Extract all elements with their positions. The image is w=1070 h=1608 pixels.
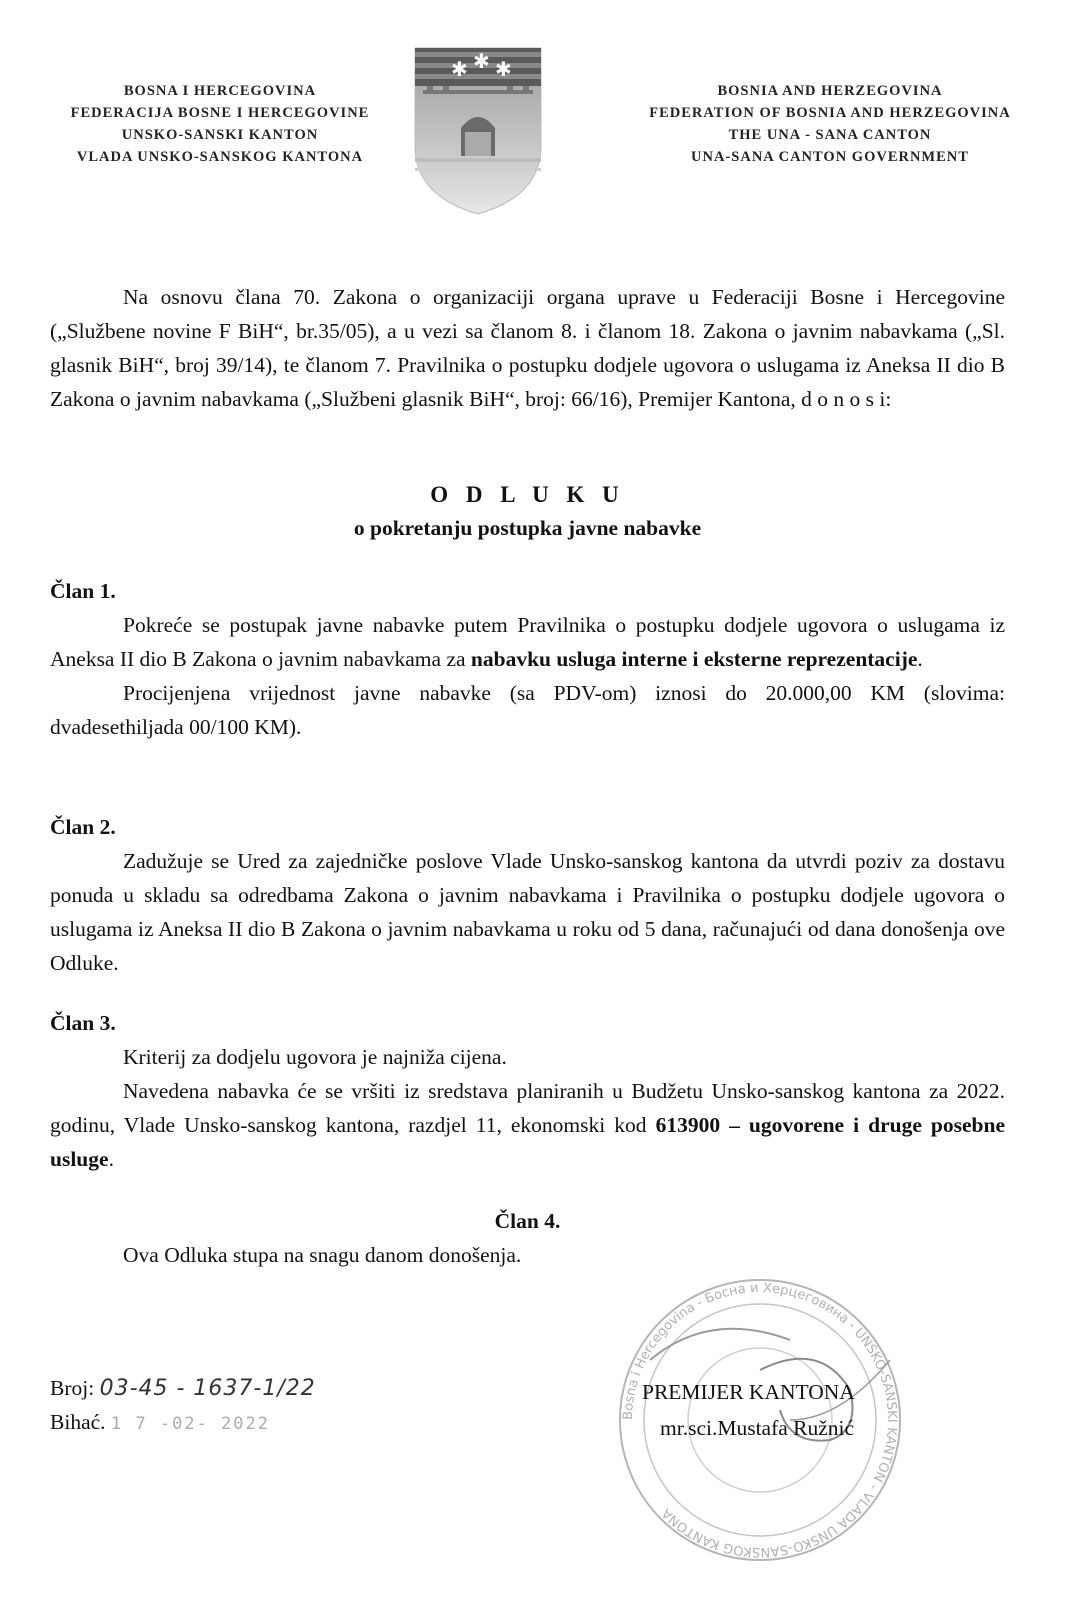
svg-text:✱: ✱	[495, 57, 512, 81]
header-right-line-4: UNA-SANA CANTON GOVERNMENT	[691, 149, 969, 165]
article-1-heading: Član 1.	[50, 579, 116, 603]
article-2	[50, 810, 1005, 980]
intro-paragraph	[50, 280, 1005, 416]
coat-of-arms-icon	[413, 46, 543, 216]
header-right-line-1: BOSNIA AND HERZEGOVINA	[717, 83, 943, 99]
document-title: O D L U K U	[430, 482, 625, 507]
article-1-paragraph-2: Procijenjena vrijednost javne nabavke (sa PDV-om) iznosi do 20.000,00 KM (slovima: dvadesethiljada 00/100 KM).	[50, 681, 1005, 739]
header-left-line-4: VLADA UNSKO-SANSKOG KANTONA	[76, 149, 364, 165]
reference-number-label: Broj:	[50, 1376, 95, 1400]
header-right	[610, 80, 1050, 168]
article-4-heading: Član 4.	[494, 1209, 561, 1233]
reference-number-value: 03-45 - 1637-1/22	[99, 1376, 316, 1401]
reference-number	[50, 1376, 316, 1401]
article-3-paragraph-2	[50, 1074, 1005, 1176]
article-3-text-c: .	[108, 1147, 114, 1171]
article-2-paragraph-1: Zadužuje se Ured za zajedničke poslove Vlade Unsko-sanskog kantona da utvrdi poziv za dostavu ponuda u skladu sa odredbama Zakona o javnim nabavkama i Pravilnika o postupku dodjele ugovora o uslugama iz Aneksa II dio B Zakona o javnim nabavkama u roku od 5 dana, računajući od dana donošenja ove Odluke.	[50, 849, 1005, 975]
signature-block	[642, 1374, 855, 1446]
article-4	[50, 1204, 1005, 1272]
article-3-text-bold: 613900 – ugovorene i druge posebne usluge	[50, 1113, 1005, 1171]
article-3-paragraph-1: Kriterij za dodjelu ugovora je najniža cijena.	[123, 1045, 507, 1069]
header-left-line-2: FEDERACIJA BOSNE I HERCEGOVINE	[70, 105, 370, 121]
header-left	[40, 80, 400, 168]
seal-ring-text: Bosna i Hercegovina - Босна и Херцеговина - UNSKO-SANSKI KANTON - VLADA UNSKO-SANSKOG KANTONA	[620, 1280, 900, 1560]
signatory-role: PREMIJER KANTONA	[642, 1380, 855, 1404]
reference-place-date	[50, 1410, 270, 1435]
place-label: Bihać.	[50, 1410, 106, 1434]
article-1-text-bold: nabavku usluga interne i eksterne reprezentacije	[470, 647, 918, 671]
article-3	[50, 1006, 1005, 1176]
header-left-line-3: UNSKO-SANSKI KANTON	[121, 127, 319, 143]
article-1-text-a: Pokreće se postupak javne nabavke putem Pravilnika o postupku dodjele ugovora o uslugama iz Aneksa II dio B Zakona o javnim nabavkama za	[50, 613, 1005, 671]
header-right-line-3: THE UNA - SANA CANTON	[728, 127, 932, 143]
article-4-paragraph-1: Ova Odluka stupa na snagu danom donošenja.	[123, 1243, 522, 1267]
article-3-heading: Član 3.	[50, 1011, 116, 1035]
header-left-line-1: BOSNA I HERCEGOVINA	[123, 83, 317, 99]
article-1-paragraph-1	[50, 608, 1005, 676]
header-right-line-2: FEDERATION OF BOSNIA AND HERZEGOVINA	[649, 105, 1011, 121]
date-stamp: 1 7 -02- 2022	[110, 1414, 270, 1434]
article-1	[50, 574, 1005, 744]
intro-text: Na osnovu člana 70. Zakona o organizaciji organa uprave u Federaciji Bosne i Hercegovine („Službene novine F BiH“, br.35/05), a u vezi sa članom 8. i članom 18. Zakona o javnim nabavkama („Sl. glasnik BiH“, broj 39/14), te članom 7. Pravilnika o postupku dodjele ugovora o uslugama iz Aneksa II dio B Zakona o javnim nabavkama („Službeni glasnik BiH“, broj: 66/16), Premijer Kantona, d o n o s i:	[50, 285, 1005, 411]
svg-text:✱: ✱	[451, 57, 468, 81]
article-2-heading: Član 2.	[50, 815, 116, 839]
article-1-text-c: .	[917, 647, 923, 671]
svg-text:✱: ✱	[473, 49, 490, 73]
article-3-text-a: Navedena nabavka će se vršiti iz sredstava planiranih u Budžetu Unsko-sanskog kantona za 2022. godinu, Vlade Unsko-sanskog kantona, razdjel 11, ekonomski kod	[50, 1079, 1005, 1137]
document-subtitle: o pokretanju postupka javne nabavke	[353, 516, 702, 540]
signatory-name: mr.sci.Mustafa Ružnić	[660, 1416, 855, 1440]
